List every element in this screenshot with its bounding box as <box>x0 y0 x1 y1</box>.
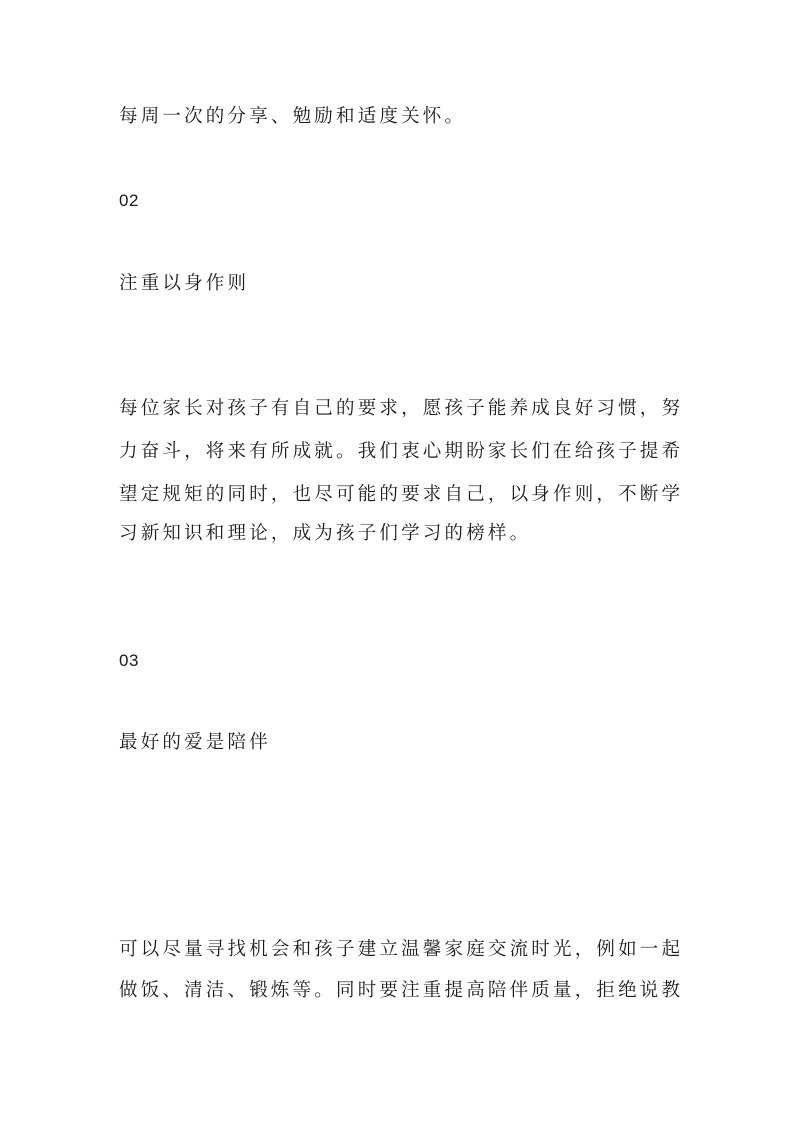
intro-line: 每周一次的分享、勉励和适度关怀。 <box>119 106 467 127</box>
paragraph-line: 每位家长对孩子有自己的要求，愿孩子能养成良好习惯，努 <box>119 398 684 419</box>
section-heading-02: 注重以身作则 <box>119 273 250 294</box>
paragraph-line: 做饭、清洁、锻炼等。同时要注重提高陪伴质量，拒绝说教 <box>119 980 684 1001</box>
section-number-02: 02 <box>119 191 139 210</box>
section-heading-03: 最好的爱是陪伴 <box>119 732 271 753</box>
paragraph-line: 望定规矩的同时，也尽可能的要求自己，以身作则，不断学 <box>119 484 684 505</box>
section-number-03: 03 <box>119 651 139 670</box>
paragraph-line: 习新知识和理论，成为孩子们学习的榜样。 <box>119 523 532 544</box>
paragraph-line: 可以尽量寻找机会和孩子建立温馨家庭交流时光，例如一起 <box>119 939 684 960</box>
paragraph-line: 力奋斗，将来有所成就。我们衷心期盼家长们在给孩子提希 <box>119 441 684 462</box>
